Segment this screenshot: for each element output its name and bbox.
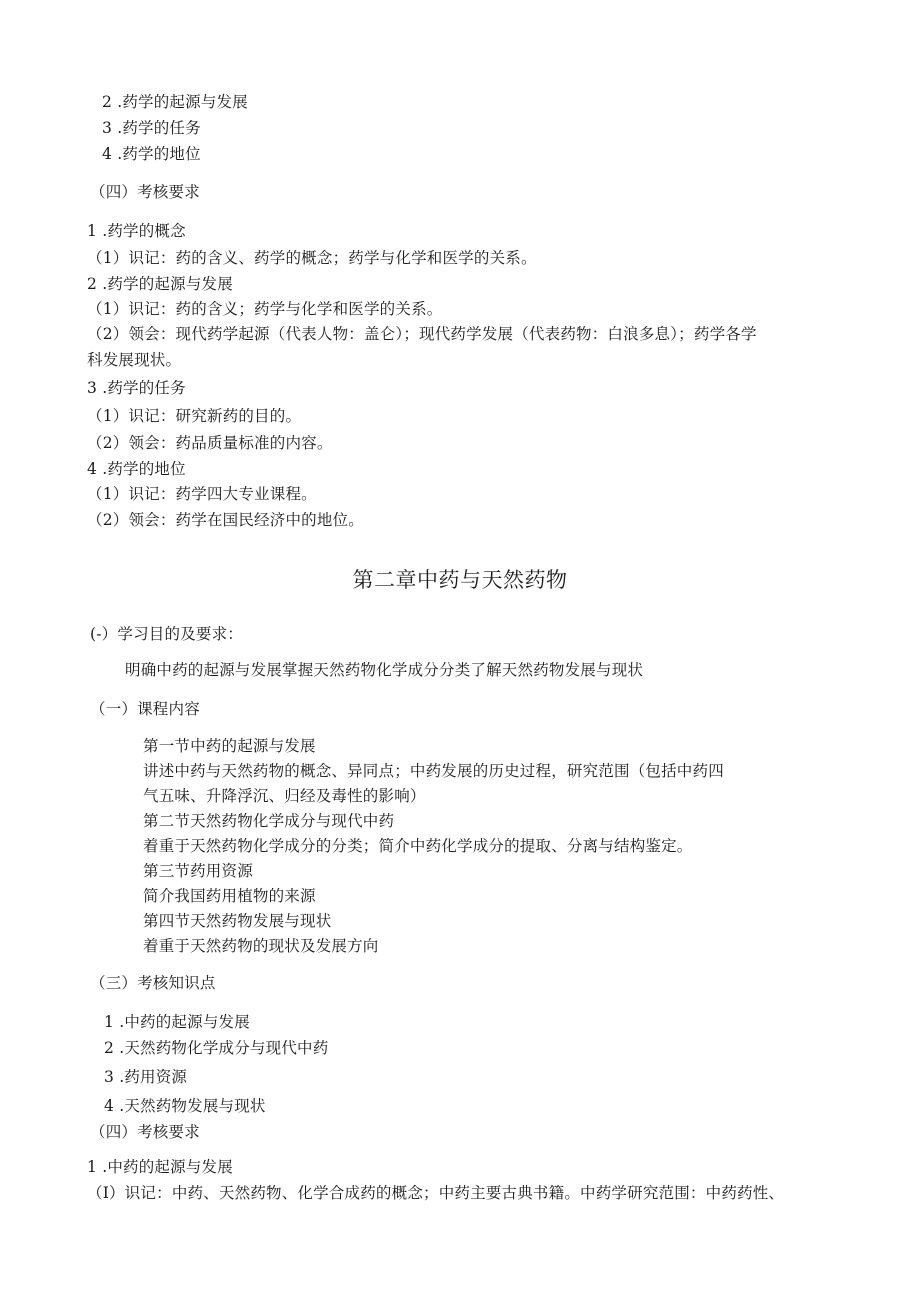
content-line: 气五味、升降浮沉、归经及毒性的影响） [143, 787, 426, 805]
list-item: 4 .药学的地位 [102, 145, 201, 163]
requirement-item: 2 .药学的起源与发展 [87, 275, 233, 293]
knowledge-point: 4 .天然药物发展与现状 [104, 1097, 266, 1115]
requirement-line: （1）识记：药学四大专业课程。 [87, 485, 317, 503]
requirement-line: （2）领会：药品质量标准的内容。 [87, 434, 333, 452]
content-line: 第三节药用资源 [143, 862, 253, 880]
list-item: 2 .药学的起源与发展 [102, 93, 248, 111]
content-line: 着重于天然药物化学成分的分类；简介中药化学成分的提取、分离与结构鉴定。 [143, 837, 693, 855]
knowledge-point: 1 .中药的起源与发展 [104, 1013, 250, 1031]
section-heading: （四）考核要求 [90, 1123, 200, 1141]
content-line: 第四节天然药物发展与现状 [143, 912, 332, 930]
section-heading: （四）考核要求 [90, 183, 200, 201]
content-line: 第二节天然药物化学成分与现代中药 [143, 812, 395, 830]
requirement-line: （1）识记：药的含义、药学的概念；药学与化学和医学的关系。 [87, 249, 537, 267]
requirement-item: 1 .药学的概念 [87, 222, 186, 240]
requirement-item: 4 .药学的地位 [87, 460, 186, 478]
requirement-item: 3 .药学的任务 [87, 379, 186, 397]
requirement-item: 1 .中药的起源与发展 [87, 1158, 233, 1176]
section-heading: （一）课程内容 [90, 700, 200, 718]
content-line: 着重于天然药物的现状及发展方向 [143, 937, 379, 955]
section-heading: （三）考核知识点 [90, 974, 216, 992]
chapter-title: 第二章中药与天然药物 [352, 568, 568, 592]
requirement-line: （1）识记：药的含义；药学与化学和医学的关系。 [87, 300, 443, 318]
requirement-line: （2）领会：药学在国民经济中的地位。 [87, 511, 364, 529]
knowledge-point: 2 .天然药物化学成分与现代中药 [104, 1039, 329, 1057]
knowledge-point: 3 .药用资源 [104, 1068, 188, 1086]
section-heading: (-）学习目的及要求： [90, 625, 243, 643]
requirement-line: （I）识记：中药、天然药物、化学合成药的概念；中药主要古典书籍。中药学研究范围：中药药性、 [87, 1184, 785, 1202]
content-line: 讲述中药与天然药物的概念、异同点；中药发展的历史过程，研究范围（包括中药四 [143, 762, 724, 780]
requirement-line: （2）领会：现代药学起源（代表人物：盖仑）；现代药学发展（代表药物：白浪多息）；药学各学 [87, 325, 757, 343]
requirement-line: （1）识记：研究新药的目的。 [87, 407, 302, 425]
requirement-line: 科发展现状。 [87, 351, 182, 369]
list-item: 3 .药学的任务 [102, 119, 201, 137]
objectives-text: 明确中药的起源与发展掌握天然药物化学成分分类了解天然药物发展与现状 [125, 661, 644, 679]
content-line: 第一节中药的起源与发展 [143, 737, 316, 755]
content-line: 简介我国药用植物的来源 [143, 887, 316, 905]
